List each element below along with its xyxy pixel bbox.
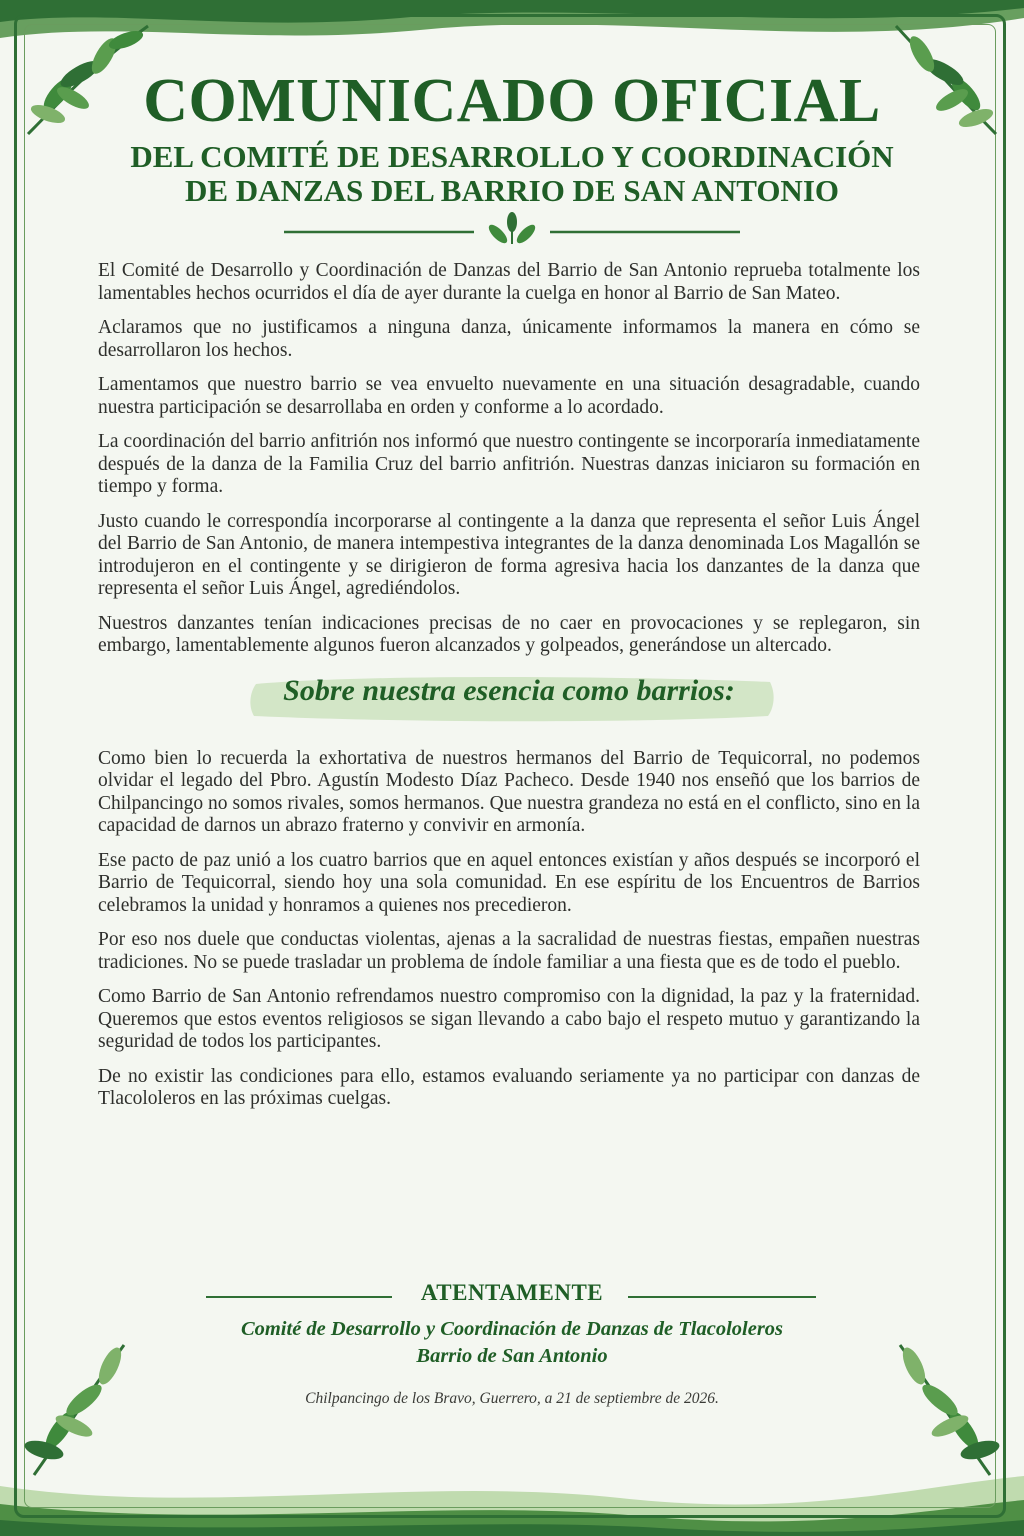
section-title: Sobre nuestra esencia como barrios: xyxy=(283,673,735,707)
section-paragraph: Como Barrio de San Antonio refrendamos nuestro compromiso con la dignidad, la paz y la fraternidad. Queremos que estos eventos religiosos se sigan llevando a cabo bajo el respeto mutuo y garantizando la seguridad de todos los participantes. xyxy=(98,986,920,1052)
communique-body xyxy=(98,260,920,1123)
page-title: COMUNICADO OFICIAL xyxy=(143,67,881,135)
section-paragraph: Por eso nos duele que conductas violentas, ajenas a la sacralidad de nuestras fiestas, empañen nuestras tradiciones. No se puede trasladar un problema de índole familiar a una fiesta que es de todo el pueblo. xyxy=(98,929,920,973)
body-paragraph: La coordinación del barrio anfitrión nos informó que nuestro contingente se incorporaría inmediatamente después de la danza de la Familia Cruz del barrio anfitrión. Nuestras danzas iniciaron su formación en tiempo y forma. xyxy=(98,431,920,497)
subtitle-line-2: DE DANZAS DEL BARRIO DE SAN ANTONIO xyxy=(184,173,839,208)
body-paragraph: Nuestros danzantes tenían indicaciones precisas de no caer en provocaciones y se replegaron, sin embargo, lamentablemente algunos fueron alcanzados y golpeados, generándose un altercado. xyxy=(98,612,920,656)
sprout-ornament-icon xyxy=(284,210,740,250)
signature-line-2: Barrio de San Antonio xyxy=(416,1345,608,1367)
salutation-row xyxy=(0,1280,1024,1316)
closing-block xyxy=(0,1280,1024,1370)
signature-line-1: Comité de Desarrollo y Coordinación de Danzas de Tlacololeros xyxy=(240,1318,784,1340)
subtitle-line-1: DEL COMITÉ DE DESARROLLO Y COORDINACIÓN xyxy=(130,139,894,174)
body-paragraph: Justo cuando le correspondía incorporarse al contingente a la danza que representa el señor Luis Ángel del Barrio de San Antonio, de manera intempestiva integrantes de la danza denominada Los Magallón se introdujeron en el contingente y se dirigieron de forma agresiva hacia los danzantes de la danza que representa el señor Luis Ángel, agrediéndolos. xyxy=(98,510,920,599)
section-paragraph: Como bien lo recuerda la exhortativa de nuestros hermanos del Barrio de Tequicorral, no podemos olvidar el legado del Pbro. Agustín Modesto Díaz Pacheco. Desde 1940 nos enseñó que los barrios de Chilpancingo no somos rivales, somos hermanos. Que nuestra grandeza no está en el conflicto, sino en la capacidad de darnos un abrazo fraterno y convivir en armonía. xyxy=(98,747,920,836)
page-subtitle xyxy=(0,140,1024,208)
place-date: Chilpancingo de los Bravo, Guerrero, a 21 de septiembre de 2026. xyxy=(305,1390,719,1407)
section-heading-banner xyxy=(98,672,920,732)
section-paragraph: De no existir las condiciones para ello, estamos evaluando seriamente ya no participar con danzas de Tlacololeros en las próximas cuelgas. xyxy=(98,1065,920,1109)
body-paragraph: Aclaramos que no justificamos a ninguna danza, únicamente informamos la manera en cómo se desarrollaron los hechos. xyxy=(98,317,920,361)
section-paragraph: Ese pacto de paz unió a los cuatro barrios que en aquel entonces existían y años después se incorporó el Barrio de Tequicorral, siendo hoy una sola comunidad. En ese espíritu de los Encuentros de Barrios celebramos la unidad y honramos a quienes nos precedieron. xyxy=(98,849,920,916)
salutation: ATENTAMENTE xyxy=(420,1280,604,1305)
body-paragraph: El Comité de Desarrollo y Coordinación de Danzas del Barrio de San Antonio reprueba totalmente los lamentables hechos ocurridos el día de ayer durante la cuelga en honor al Barrio de San Mateo. xyxy=(98,260,920,304)
body-paragraph: Lamentamos que nuestro barrio se vea envuelto nuevamente en una situación desagradable, cuando nuestra participación se desarrollaba en orden y conforme a lo acordado. xyxy=(98,374,920,418)
